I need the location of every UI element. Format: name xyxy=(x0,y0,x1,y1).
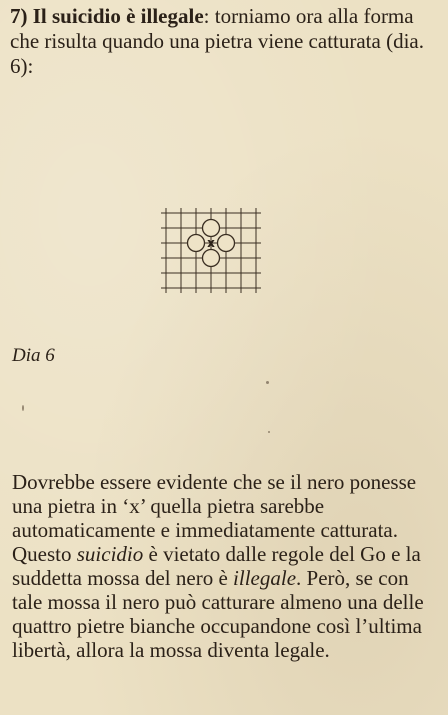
section-title: Il suicidio è illegale xyxy=(32,4,204,28)
white-stone xyxy=(203,250,220,267)
section-intro-text: : torniamo ora alla forma che risulta quando una pietra viene catturata (dia. 6): xyxy=(10,4,424,78)
print-speck xyxy=(266,381,269,384)
body-italic-suicidio: suicidio xyxy=(76,542,144,566)
white-stone xyxy=(203,220,220,237)
go-diagram xyxy=(158,205,278,320)
body-italic-illegale: illegale xyxy=(233,566,297,590)
diagram-caption: Dia 6 xyxy=(12,345,55,366)
section-number: 7) xyxy=(10,4,28,28)
section-intro xyxy=(10,4,446,79)
white-stone xyxy=(188,235,205,252)
marked-point-x: x xyxy=(207,236,215,250)
body-text-part1: Dovrebbe essere evidente che se il nero ponesse una pietra in ‘x’ quella pietra sarebbe automaticamente e immediatamente catturata. Questo xyxy=(12,470,417,566)
go-board xyxy=(158,205,278,320)
print-speck xyxy=(268,431,270,433)
white-stone xyxy=(218,235,235,252)
body-paragraph xyxy=(12,470,444,662)
body-text-part3: . Però, se con tale mossa il nero può catturare almeno una delle quattro pietre bianche occupandone così l’ultima libertà, allora la mossa diventa legale. xyxy=(12,566,424,662)
body-text-part2: è vietato dalle regole del Go e la suddetta mossa del nero è xyxy=(12,542,421,590)
print-speck xyxy=(22,405,24,411)
